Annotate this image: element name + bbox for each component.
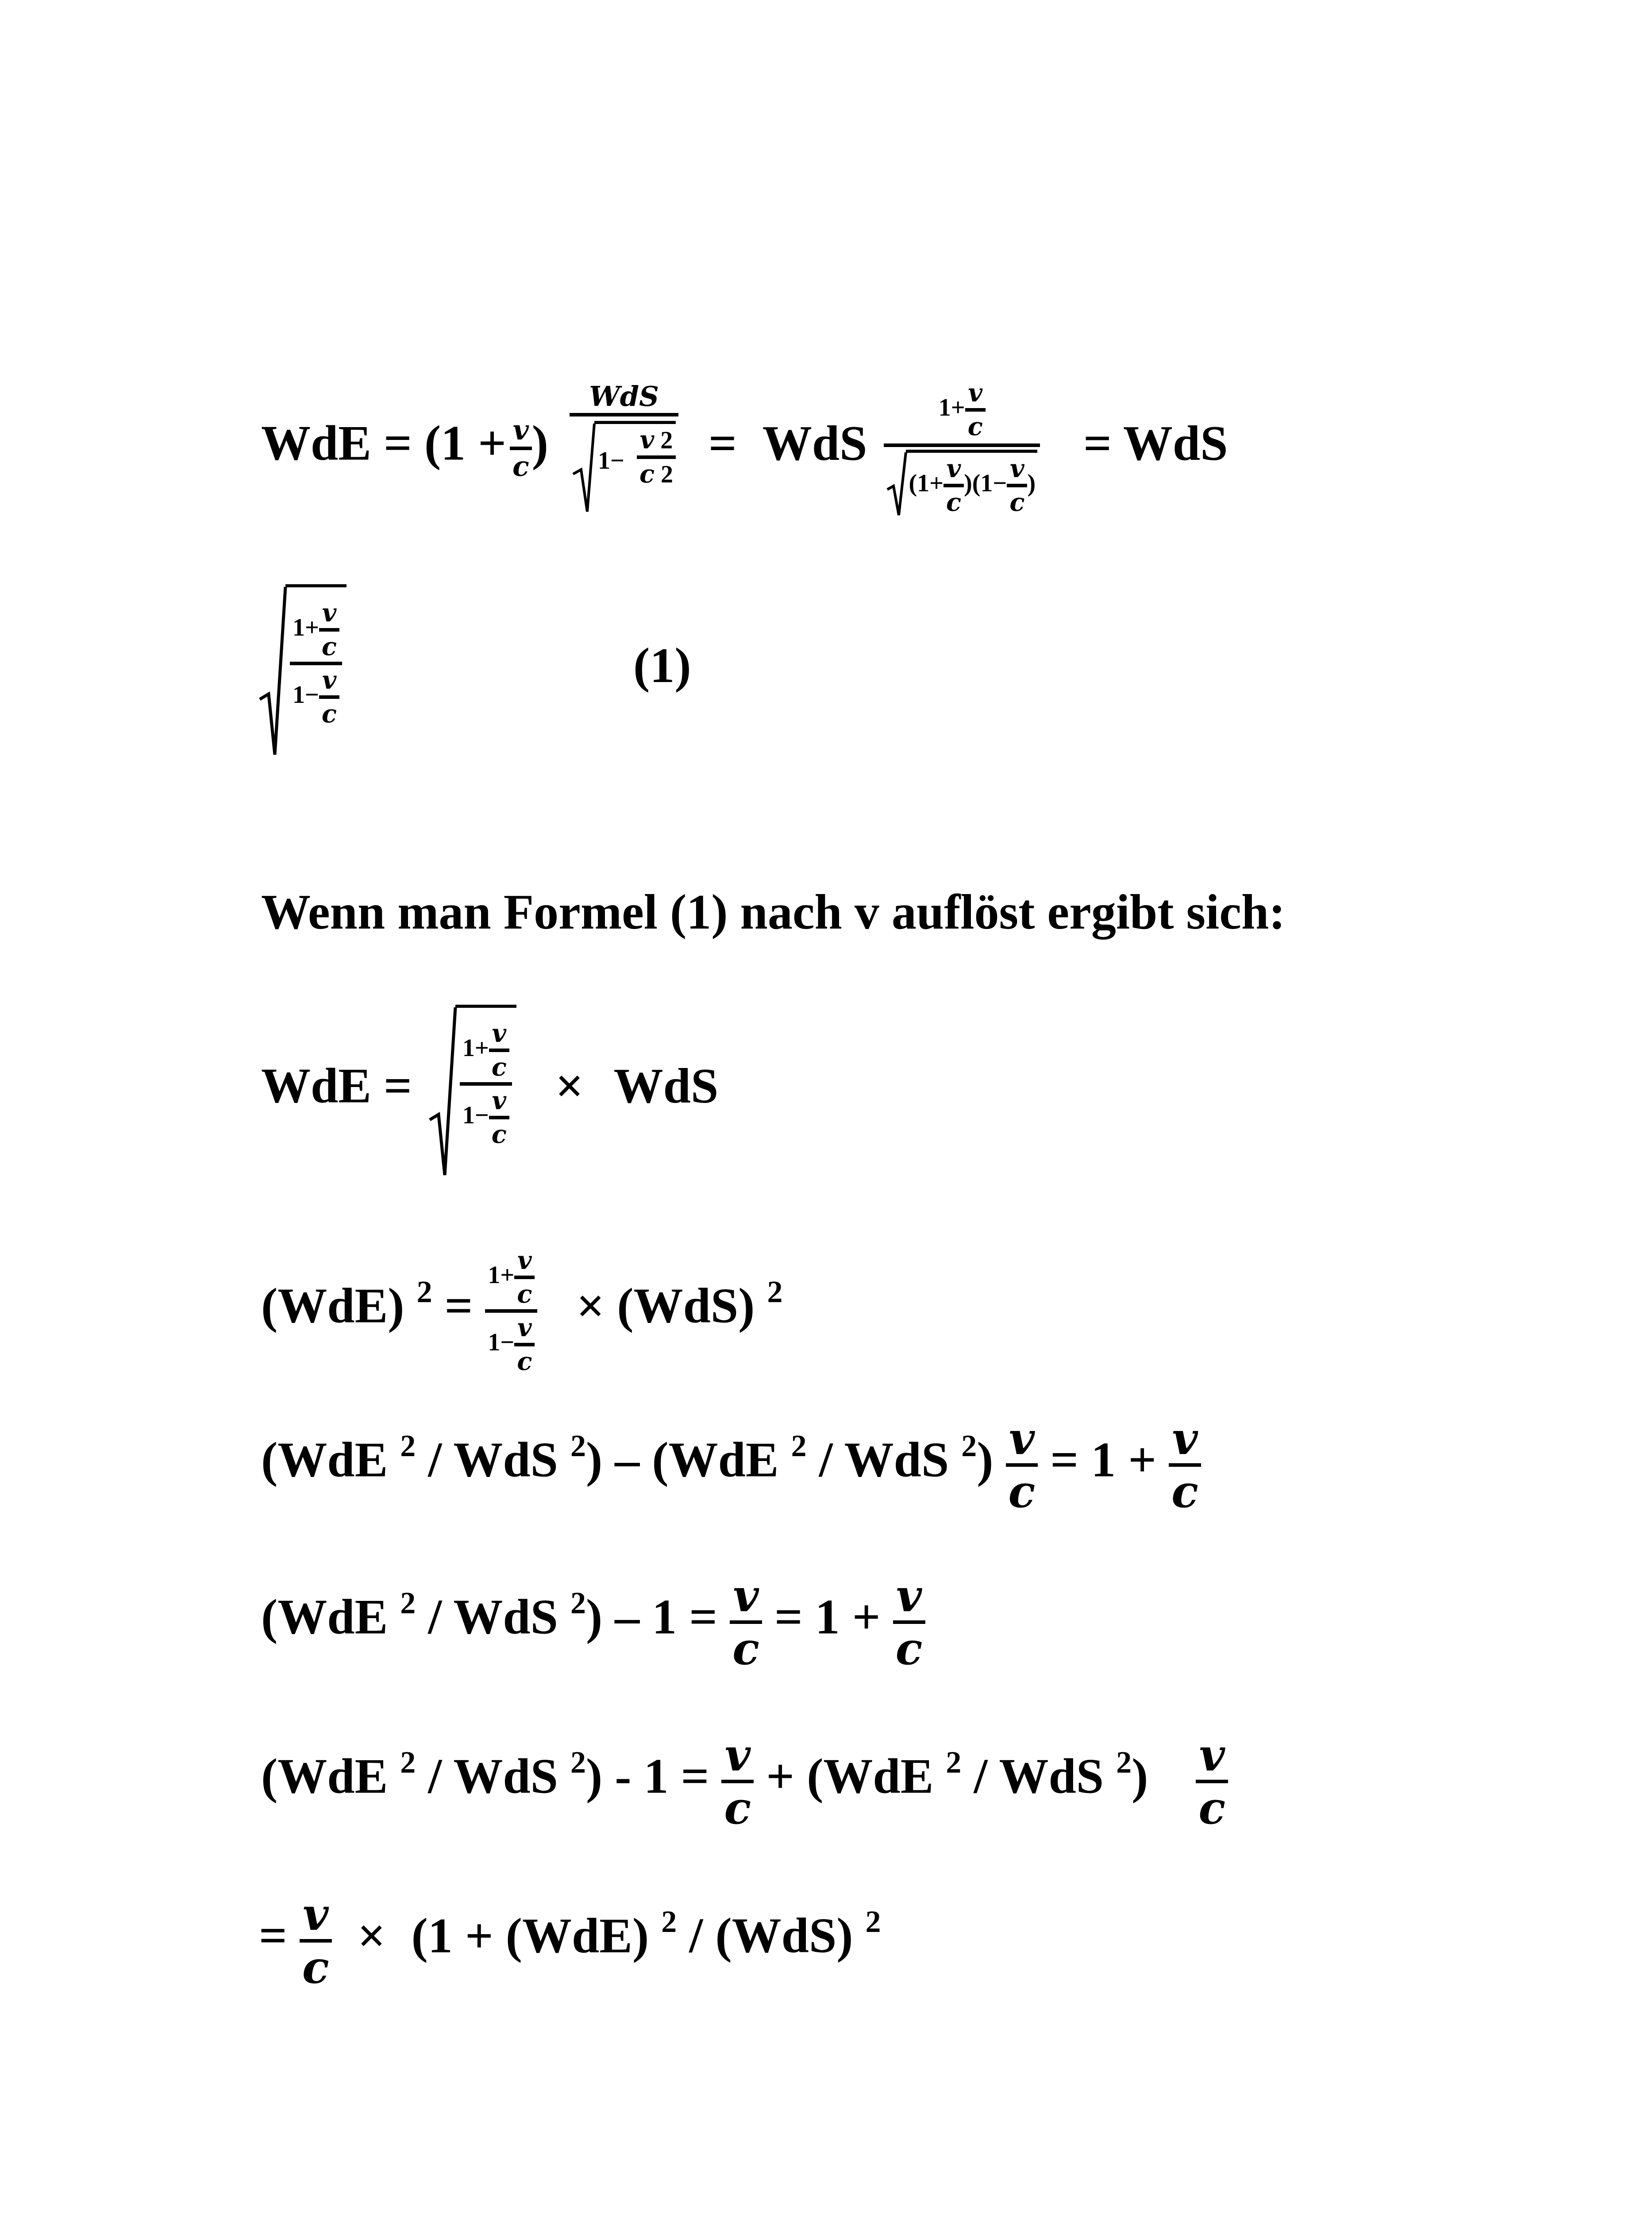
fraction-v-over-c: $\frac{v}{c}$ [510,416,532,480]
eq2-lhs: WdE = [261,1058,412,1114]
eq1-lhs: WdE [261,416,371,471]
equation-1 [261,378,1228,517]
equation-2 [261,1005,718,1177]
eq3-rhs: (WdS) [617,1278,755,1334]
sentence-heading: Wenn man Formel (1) nach v auflöst ergibt sich: [261,885,1286,940]
fraction-1plus-over-1minus: 1+ $\frac{v}{c}$ 1− $\frac{v}{c}$ [485,1248,537,1374]
radical-sign [572,421,594,514]
fraction-v-over-c: $\frac{v}{c}$ [730,1573,762,1671]
eq1-equals-2: = [709,416,737,471]
eq2-times: × [555,1058,584,1114]
equation-label-1: (1) [633,638,691,693]
eq1-mid-wds: WdS [762,416,867,471]
fraction-v-over-c: $\frac{v}{c}$ [1196,1733,1228,1830]
radical-sign [429,1005,455,1177]
eq3-lhs: (WdE) [261,1278,404,1334]
equation-4: (WdE $^2$ / WdS $^2$) – (WdE $^2$ / WdS $^2$) $\frac{v}{c}$ = 1 + $\frac{v}{c}$ [261,1416,1201,1514]
fraction-v-over-c: $\frac{v}{c}$ [300,1892,332,1989]
fraction-v-over-c: $\frac{v}{c}$ [893,1573,925,1671]
radical-sign [259,584,285,757]
fraction-wds-over-root: WdS 1− $\frac{v 2}{c 2}$ [570,383,678,514]
fraction-1plus-over-product-root: 1+ $\frac{v}{c}$ (1+ $\frac{v}{c}$ )(1− $\frac{v}{c}$ ) [884,381,1040,516]
fraction-v-over-c: $\frac{v}{c}$ [1169,1416,1201,1514]
equation-7: = $\frac{v}{c}$ × (1 + (WdE) $^2$ / (WdS) $^2$ [259,1888,881,1993]
eq1-equals-wds: = WdS [1083,416,1228,471]
eq1-equals: = [384,416,412,471]
fraction-v-over-c: $\frac{v}{c}$ [721,1733,754,1830]
eq2-rhs: WdS [613,1058,719,1114]
equation-1-continuation [259,584,691,757]
equation-5: (WdE $^2$ / WdS $^2$) – 1 = $\frac{v}{c}$ = 1 + $\frac{v}{c}$ [261,1573,925,1671]
radical-1: 1− $\frac{v 2}{c 2}$ [572,421,676,514]
equation-6: (WdE $^2$ / WdS $^2$) - 1 = $\frac{v}{c}$ + (WdE $^2$ / WdS $^2$) $\frac{v}{c}$ [261,1733,1228,1830]
radical-sign [886,450,906,516]
eq1-close: ) [531,416,549,471]
eq1-open: (1 + [424,416,506,471]
equation-3: (WdE) $^2$ = 1+ $\frac{v}{c}$ 1− $\frac{v}{c}$ × (WdS) $^2$ [261,1246,783,1376]
radical-2: (1+ $\frac{v}{c}$ )(1− $\frac{v}{c}$ ) [886,450,1037,516]
radical-3: 1+ $\frac{v}{c}$ 1− $\frac{v}{c}$ [259,584,347,757]
radical-4: 1+ $\frac{v}{c}$ 1− $\frac{v}{c}$ [429,1005,516,1177]
fraction-v-over-c: $\frac{v}{c}$ [1006,1416,1038,1514]
